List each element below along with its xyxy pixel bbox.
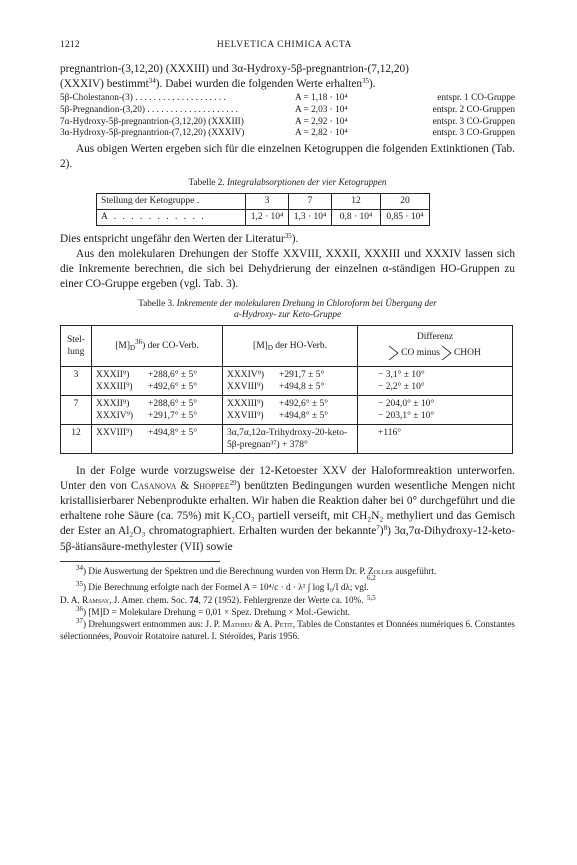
co-note: entspr. 1 CO-Gruppe [437, 93, 515, 104]
table2-header-cell: 12 [332, 193, 381, 209]
table2-cell: 1,3 · 10⁴ [289, 209, 332, 225]
table3-stellung: 3 [61, 366, 92, 395]
value-row [60, 105, 515, 117]
integral-lower: 5,5 [367, 593, 376, 602]
co-note: entspr. 3 CO-Gruppen [432, 128, 515, 139]
co-note: entspr. 2 CO-Gruppen [432, 105, 515, 115]
value-row [60, 117, 515, 129]
integral-upper: 6,2 [367, 573, 376, 582]
value-row [60, 128, 515, 140]
table3-diff-cell: − 204,0° ± 10° − 203,1° ± 10° [358, 395, 513, 424]
table3-head-co: $[M]_D^{36}$) der CO-Verb. [92, 325, 223, 366]
table2-cell: 0,8 · 10⁴ [332, 209, 381, 225]
table3-diff-cell: +116° [358, 424, 513, 453]
table3-ho-cell: XXXIV⁹) +291,7 ± 5° XXVIII⁹) +494,8 ± 5° [223, 366, 358, 395]
table2-header-cell: 7 [289, 193, 332, 209]
compound-name: 5β-Pregnandion-(3,20) . . . . . . . . . . . . . . . . . . . . [60, 105, 238, 115]
value-row [60, 93, 515, 105]
a-value: A = 2,03 · 10⁴ [295, 105, 348, 115]
a-value: A = 2,92 · 10⁴ [295, 116, 348, 127]
footnote-34: $^{34}$) Die Auswertung der Spektren und die Berechnung wurden von Herrn Dr. P. Zoller ausgeführt. [76, 563, 437, 576]
co-note: entspr. 3 CO-Gruppen [432, 116, 515, 127]
a-value: A = 2,82 · 10⁴ [295, 128, 348, 139]
table3-row [61, 424, 513, 453]
table3-head-ho: $[M]_D$ der HO-Verb. [223, 325, 358, 366]
table3-head-stellung: Stel- lung [61, 325, 92, 366]
page [60, 40, 515, 643]
table2-header-cell: Stellung der Ketogruppe . [97, 193, 246, 209]
table3-head-diff: Differenz CO minus CHOH [358, 325, 513, 366]
table2-row-label: A . . . . . . . . . . . [101, 212, 206, 223]
footnote-rule [60, 561, 220, 562]
table2-cell: 0,85 · 10⁴ [381, 209, 430, 225]
footnote-35-cont: D. A. Ramsay, J. Amer. chem. Soc. 74, 72 (1952). Fehlergrenze der Werte ca. 10%. [60, 595, 364, 606]
table2-caption: Tabelle 2. Integralabsorptionen der vier Ketogruppen [188, 177, 387, 188]
table3-ho-cell: 3α,7α,12α-Trihydroxy-20-keto-5β-pregnan³⁷) + 378° [223, 424, 358, 453]
running-header [60, 40, 515, 62]
paragraph-literatur: Dies entspricht ungefähr den Werten der Literatur$^{35}$). [60, 231, 299, 245]
table3-stellung: 7 [61, 395, 92, 424]
footnote-36: $^{36}$) [M]D = Molekulare Drehung = 0,01 × Spez. Drehung × Mol.-Gewicht. [76, 605, 350, 618]
table3-row [61, 395, 513, 424]
table2-header-cell: 3 [246, 193, 289, 209]
journal-title: HELVETICA CHIMICA ACTA [216, 40, 352, 50]
table-2 [96, 193, 430, 226]
table-3 [60, 325, 513, 454]
bond-icon [389, 345, 399, 361]
paragraph-haloform: In der Folge wurde vorzugsweise der 12-Ketoester XXV der Haloformreaktion unterworfen. Unter den von Casanova & Shoppee$^{29}$) benützten Bedingungen wurden wesentliche Mengen nicht kristallisierbarer Nebenprodukte erhalten. Wir haben die Reaktion daher bei 0° durchgeführt und die erhaltene rohe Säure (ca. 75%) mit K₂CO₃ partiell verseift, mit CH₂N₂ methyliert und das Gemisch der Ester an Al₂O₃ chromatographiert. Erhalten wurden der bekannte$^7$)$^8$) 3α,7α-Dihydroxy-12-keto-5β-ätiansäure-methylester (VII) sowie [60, 464, 516, 553]
paragraph-inkremente: Aus den molekularen Drehungen der Stoffe XXVIII, XXXII, XXXIII und XXXIV lassen sich die Inkremente berechnen, die sich bei Dehydrierung der einzelnen α-ständigen HO-Gruppen zu einer CO-Gruppe ergeben (vgl. Tab. 3). [60, 247, 515, 291]
table3-ho-cell: XXXIII⁹) +492,6° ± 5° XXVIII⁹) +494,8° ± 5° [223, 395, 358, 424]
a-value: A = 1,18 · 10⁴ [295, 93, 348, 104]
footnote-37: $^{37}$) Drehungswert entnommen aus: J. P. Mathieu & A. Petit, Tables de Constantes et Données numériques 6. Constantes sélectionnées, Pouvoir Rotatoire naturel. I. Stéroïdes, Paris 1956. [60, 616, 516, 641]
table2-cell: 1,2 · 10⁴ [246, 209, 289, 225]
table3-row [61, 366, 513, 395]
table3-diff-cell: − 3,1° ± 10° − 2,2° ± 10° [358, 366, 513, 395]
values-list [60, 93, 515, 139]
table2-header-cell: 20 [381, 193, 430, 209]
bond-icon [442, 345, 452, 361]
table3-co-cell: XXXII⁹) +288,6° ± 5° XXXIV⁹) +291,7° ± 5° [92, 395, 223, 424]
compound-name: 3α-Hydroxy-5β-pregnantrion-(7,12,20) (XXXIV) [60, 128, 245, 139]
footnote-35: 6,2 $^{35}$) Die Berechnung erfolgte nach der Formel A = 10⁴/c · d · λ² ∫ log I₀/I dλ; vgl. 5,5 [60, 582, 515, 594]
compound-name: 7α-Hydroxy-5β-pregnantrion-(3,12,20) (XXXIII) [60, 116, 244, 127]
intro-paragraph: pregnantrion-(3,12,20) (XXXIII) und 3α-Hydroxy-5β-pregnantrion-(7,12,20) (XXXIV) bestimmt$^{34}$). Dabei wurden die folgenden Werte erhalten$^{35}$). [60, 63, 409, 91]
table3-caption: Tabelle 3. Inkremente der molekularen Drehung in Chloroform bei Übergang der α-Hydroxy- zur Keto-Gruppe [138, 297, 437, 319]
page-number: 1212 [60, 40, 80, 50]
table3-co-cell: XXXII⁹) +288,6° ± 5° XXXIII⁹) +492,6° ± 5° [92, 366, 223, 395]
table3-stellung: 12 [61, 424, 92, 453]
paragraph-extinktionen: Aus obigen Werten ergeben sich für die einzelnen Ketogruppen die folgenden Extinktionen (Tab. 2). [60, 142, 515, 170]
compound-name: 5β-Cholestanon-(3) . . . . . . . . . . . . . . . . . . . . [60, 93, 226, 104]
table3-co-cell: XXVIII⁹) +494,8° ± 5° [92, 424, 223, 453]
